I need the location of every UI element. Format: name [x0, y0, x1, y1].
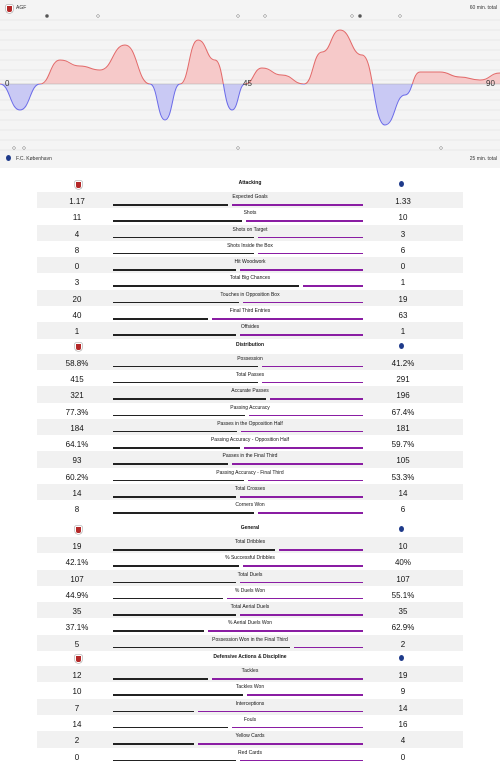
away-value: 0 [400, 752, 406, 762]
away-value: 40% [394, 558, 411, 568]
away-value: 107 [396, 574, 410, 584]
away-bar [240, 496, 363, 498]
away-value: 1 [400, 278, 406, 288]
home-bar [113, 582, 236, 584]
stat-label: Expected Goals [232, 194, 268, 200]
away-event-marker-icon [237, 147, 240, 150]
stats-table-general-defensive [37, 522, 463, 764]
stat-row [37, 682, 463, 698]
stats-table-attacking-distribution [37, 177, 463, 517]
home-bar [113, 269, 236, 271]
stat-row [37, 570, 463, 586]
away-value: 6 [400, 505, 406, 515]
stat-label: Tackles Won [235, 684, 265, 691]
stat-row [37, 306, 463, 322]
away-value: 10 [398, 542, 408, 551]
home-value: 10 [72, 687, 82, 697]
stat-row [37, 241, 463, 257]
axis-label-0: 0 [5, 79, 10, 88]
home-bar [113, 302, 239, 304]
away-value: 16 [398, 719, 408, 729]
home-value: 37.1% [65, 623, 89, 633]
section-header [37, 177, 463, 192]
stat-label: Shots on Target [232, 226, 268, 233]
stat-row [37, 666, 463, 682]
home-bar [113, 630, 204, 632]
home-bar [113, 431, 237, 433]
home-value: 58.8% [65, 358, 89, 368]
axis-label-90: 90 [486, 79, 495, 88]
home-bar [113, 760, 236, 762]
home-value: 44.9% [65, 590, 89, 600]
stat-row [37, 257, 463, 273]
home-value: 14 [72, 489, 82, 499]
stat-label: Hit Woodwork [234, 259, 266, 266]
away-value: 1 [400, 327, 406, 337]
away-bar [240, 614, 363, 616]
fck-crest-icon [399, 343, 404, 349]
away-value: 14 [398, 489, 408, 499]
away-value: 105 [396, 456, 410, 466]
home-value: 415 [70, 374, 84, 384]
away-bar [246, 220, 363, 222]
away-value: 67.4% [391, 407, 415, 417]
away-value: 62.9% [391, 623, 415, 633]
stat-row [37, 435, 463, 451]
stat-row [37, 748, 463, 764]
home-bar [113, 549, 275, 551]
away-bar [244, 447, 363, 449]
home-bar [113, 678, 208, 680]
home-event-marker-icon [237, 15, 240, 18]
stat-row [37, 273, 463, 289]
stat-label: Possession [237, 355, 263, 362]
fck-crest-icon [6, 155, 11, 161]
fck-crest-icon [399, 655, 404, 661]
home-value: 321 [70, 391, 84, 401]
away-total: 25 min. total [469, 156, 497, 162]
stat-label: Total Aerial Duels [230, 604, 270, 611]
home-team-name: AGF [16, 5, 27, 11]
stat-row [37, 208, 463, 224]
home-event-marker-icon [264, 15, 267, 18]
fck-crest-icon [399, 181, 404, 187]
home-bar [113, 694, 243, 696]
home-value: 8 [74, 245, 80, 255]
away-bar [270, 398, 363, 400]
home-bar [113, 318, 208, 320]
stat-row [37, 468, 463, 484]
home-bar [113, 480, 244, 482]
stat-row [37, 731, 463, 747]
home-bar [113, 204, 228, 206]
away-value: 181 [396, 423, 410, 433]
home-value: 1 [74, 327, 80, 337]
away-bar [227, 598, 363, 600]
away-event-marker-icon [440, 147, 443, 150]
stat-label: % Aerial Duels Won [227, 620, 273, 627]
away-bar [232, 463, 363, 465]
home-value: 5 [74, 639, 80, 649]
stat-row [37, 225, 463, 241]
home-bar [113, 237, 254, 239]
stat-label: Possession Won in the Final Third [212, 636, 288, 643]
home-value: 4 [74, 229, 80, 239]
home-bar [113, 463, 228, 465]
home-value: 0 [74, 752, 80, 762]
home-total: 60 min. total [469, 5, 497, 11]
section-header [37, 522, 463, 537]
away-bar [240, 582, 363, 584]
home-bar [113, 727, 228, 729]
home-value: 60.2% [65, 472, 89, 482]
stat-label: Total Big Chances [229, 275, 271, 282]
home-value: 184 [70, 423, 84, 433]
home-value: 40 [72, 311, 82, 321]
home-value: 0 [74, 262, 80, 272]
home-value: 20 [72, 294, 82, 304]
away-value: 10 [398, 213, 408, 223]
stat-label: Offsides [240, 324, 260, 331]
away-bar [247, 694, 363, 696]
away-value: 55.1% [391, 590, 415, 600]
stat-row [37, 618, 463, 634]
stat-label: Total Crosses [234, 486, 266, 493]
stat-label: Shots [243, 210, 257, 217]
stat-label: Total Passes [235, 371, 265, 378]
stat-label: Accurate Passes [231, 388, 269, 395]
stat-row [37, 484, 463, 500]
section-title: Attacking [238, 180, 262, 186]
section-header [37, 339, 463, 354]
away-value: 3 [400, 229, 406, 239]
stat-label: Fouls [243, 716, 257, 723]
away-bar [212, 678, 363, 680]
stat-row [37, 635, 463, 651]
stat-label: Total Duels [237, 571, 263, 578]
stat-row [37, 451, 463, 467]
stat-label: Red Cards [238, 749, 262, 756]
stat-label: Touches in Opposition Box [220, 291, 280, 298]
stat-label: Passing Accuracy - Final Third [216, 469, 284, 476]
stat-label: Passes in the Opposition Half [217, 420, 283, 427]
home-bar [113, 447, 240, 449]
section-title: Distribution [235, 341, 265, 348]
home-bar [113, 366, 258, 368]
stat-label: Final Third Entries [229, 308, 271, 315]
stat-row [37, 715, 463, 731]
away-event-marker-icon [23, 147, 26, 150]
away-value: 4 [400, 736, 406, 746]
away-bar [258, 253, 363, 255]
home-event-marker-icon [97, 15, 100, 18]
stat-row [37, 192, 463, 208]
home-bar [113, 614, 236, 616]
away-bar [294, 647, 363, 649]
away-value: 53.3% [391, 472, 415, 482]
away-bar [212, 318, 363, 320]
stat-row [37, 419, 463, 435]
stat-label: Interceptions [235, 700, 265, 707]
home-value: 12 [72, 671, 82, 681]
away-bar [243, 302, 363, 304]
away-value: 14 [398, 703, 408, 713]
home-value: 42.1% [65, 558, 89, 568]
home-event-marker-icon [358, 14, 361, 17]
stat-label: % Successful Dribbles [225, 555, 275, 562]
home-event-marker-icon [351, 15, 354, 18]
stat-row [37, 537, 463, 553]
away-value: 41.2% [391, 358, 415, 368]
section-title: Defensive Actions & Discipline [213, 654, 287, 661]
home-value: 2 [74, 736, 80, 746]
away-bar [249, 415, 363, 417]
away-bar [232, 204, 363, 206]
away-value: 1.33 [395, 197, 411, 206]
away-bar [262, 366, 363, 368]
away-bar [240, 269, 363, 271]
away-bar [248, 480, 363, 482]
home-bar [113, 415, 245, 417]
home-bar [113, 285, 299, 287]
home-value: 77.3% [65, 407, 89, 417]
away-bar [232, 727, 363, 729]
stat-label: Yellow Cards [235, 733, 265, 740]
stat-row [37, 500, 463, 516]
section-header [37, 651, 463, 666]
away-team-name: F.C. København [16, 156, 52, 162]
stat-row [37, 322, 463, 338]
home-event-marker-icon [45, 14, 48, 17]
away-bar [198, 711, 363, 713]
away-bar [208, 630, 363, 632]
away-bar [240, 334, 363, 336]
stat-label: % Duels Won [234, 587, 266, 594]
away-value: 59.7% [391, 440, 415, 450]
axis-label-45: 45 [243, 79, 252, 88]
away-bar [243, 565, 363, 567]
away-bar [240, 760, 363, 762]
stat-label: Passing Accuracy - Opposition Half [210, 437, 290, 444]
home-bar [113, 220, 242, 222]
away-value: 9 [400, 687, 406, 697]
stat-label: Shots Inside the Box [227, 242, 273, 249]
away-bar [258, 512, 363, 514]
away-event-marker-icon [13, 147, 16, 150]
stat-row [37, 290, 463, 306]
stat-row [37, 553, 463, 569]
stat-label: Total Dribbles [234, 539, 266, 545]
away-value: 0 [400, 262, 406, 272]
home-momentum-area [0, 30, 500, 125]
home-value: 19 [72, 542, 82, 551]
home-value: 93 [72, 456, 82, 466]
stat-label: Passes in the Final Third [222, 453, 278, 460]
away-value: 291 [396, 374, 410, 384]
stat-row [37, 370, 463, 386]
away-bar [258, 237, 363, 239]
home-value: 35 [72, 607, 82, 617]
home-bar [113, 743, 194, 745]
home-value: 1.17 [69, 197, 85, 206]
away-bar [198, 743, 363, 745]
stat-row [37, 586, 463, 602]
home-value: 8 [74, 505, 80, 515]
home-value: 14 [72, 719, 82, 729]
stat-row [37, 602, 463, 618]
away-value: 196 [396, 391, 410, 401]
stat-row [37, 354, 463, 370]
home-bar [113, 253, 254, 255]
stat-row [37, 699, 463, 715]
away-value: 35 [398, 607, 408, 617]
section-title: General [240, 525, 260, 531]
stat-label: Passing Accuracy [230, 404, 270, 411]
home-bar [113, 512, 254, 514]
away-value: 19 [398, 671, 408, 681]
stat-row [37, 386, 463, 402]
home-bar [113, 598, 223, 600]
home-value: 107 [70, 574, 84, 584]
away-bar [262, 382, 363, 384]
home-bar [113, 496, 236, 498]
momentum-chart [0, 0, 500, 168]
away-value: 2 [400, 639, 406, 649]
fck-crest-icon [399, 526, 404, 532]
away-value: 63 [398, 311, 408, 321]
home-bar [113, 647, 290, 649]
home-bar [113, 711, 194, 713]
home-value: 3 [74, 278, 80, 288]
stat-label: Corners Won [235, 502, 265, 509]
home-event-marker-icon [399, 15, 402, 18]
home-bar [113, 565, 239, 567]
home-value: 11 [72, 213, 82, 223]
away-value: 19 [398, 294, 408, 304]
home-value: 7 [74, 703, 80, 713]
home-bar [113, 334, 236, 336]
away-value: 6 [400, 245, 406, 255]
home-bar [113, 382, 258, 384]
home-bar [113, 398, 266, 400]
stat-label: Tackles [241, 668, 259, 675]
home-value: 64.1% [65, 440, 89, 450]
away-bar [279, 549, 363, 551]
away-bar [303, 285, 364, 287]
away-bar [241, 431, 363, 433]
stat-row [37, 403, 463, 419]
